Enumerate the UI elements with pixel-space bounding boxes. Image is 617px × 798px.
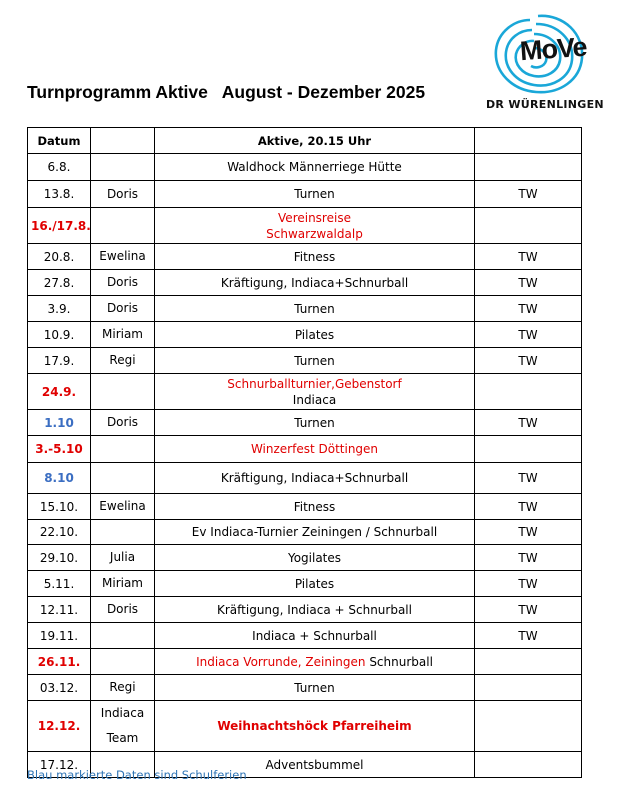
table-row	[28, 181, 582, 208]
leader-cell	[91, 623, 155, 649]
table-row	[28, 244, 582, 270]
activity-text: Turnen	[294, 301, 335, 316]
leader-cell	[91, 436, 155, 463]
activity-suffix: Schnurball	[365, 654, 433, 669]
leader-cell: Doris	[91, 597, 155, 623]
date-cell: 3.9.	[28, 296, 91, 322]
leader-cell: Miriam	[91, 322, 155, 348]
date-cell: 26.11.	[28, 649, 91, 675]
leader-cell: Regi	[91, 675, 155, 701]
schedule-table	[27, 127, 582, 778]
tw-cell	[475, 649, 582, 675]
header-tw	[475, 128, 582, 154]
table-row	[28, 623, 582, 649]
date-cell: 8.10	[28, 463, 91, 494]
activity-text: Indiaca + Schnurball	[252, 628, 377, 643]
activity-text: Yogilates	[287, 550, 342, 565]
header-date: Datum	[28, 128, 91, 154]
tw-cell	[475, 436, 582, 463]
table-row	[28, 410, 582, 436]
table-row	[28, 296, 582, 322]
table-row	[28, 701, 582, 752]
tw-cell	[475, 752, 582, 778]
table-row	[28, 520, 582, 545]
date-cell: 3.-5.10	[28, 436, 91, 463]
leader-cell: Doris	[91, 270, 155, 296]
tw-cell: TW	[475, 545, 582, 571]
activity-cell	[155, 494, 475, 520]
activity-cell	[155, 520, 475, 545]
date-cell: 24.9.	[28, 374, 91, 410]
leader-cell: Miriam	[91, 571, 155, 597]
activity-cell	[155, 571, 475, 597]
holiday-note: Blau markierte Daten sind Schulferien	[27, 768, 247, 782]
activity-text: Kräftigung, Indiaca+Schnurball	[220, 275, 409, 290]
leader-cell: Doris	[91, 410, 155, 436]
activity-cell	[155, 270, 475, 296]
activity-cell	[155, 208, 475, 244]
tw-cell	[475, 675, 582, 701]
activity-cell	[155, 597, 475, 623]
date-cell: 1.10	[28, 410, 91, 436]
activity-text: Turnen	[294, 680, 335, 695]
tw-cell: TW	[475, 410, 582, 436]
activity-text: Weihnachtshöck Pfarreiheim	[217, 719, 412, 733]
date-cell: 10.9.	[28, 322, 91, 348]
activity-text: Fitness	[293, 249, 336, 264]
leader-cell: Indiaca Team	[91, 701, 155, 752]
leader-cell: Doris	[91, 296, 155, 322]
date-cell: 22.10.	[28, 520, 91, 545]
activity-cell	[155, 322, 475, 348]
leader-cell	[91, 520, 155, 545]
table-header-row	[28, 128, 582, 154]
table-row	[28, 322, 582, 348]
date-cell: 03.12.	[28, 675, 91, 701]
activity-cell	[155, 296, 475, 322]
activity-cell	[155, 623, 475, 649]
tw-cell: TW	[475, 571, 582, 597]
activity-cell	[155, 675, 475, 701]
date-cell: 6.8.	[28, 154, 91, 181]
table-row	[28, 463, 582, 494]
activity-text: Fitness	[293, 499, 336, 514]
activity-cell	[155, 410, 475, 436]
activity-text: Pilates	[294, 576, 335, 591]
activity-cell	[155, 244, 475, 270]
activity-text: Indiaca Vorrunde, Zeiningen	[196, 654, 366, 669]
table-row	[28, 649, 582, 675]
leader-cell	[91, 208, 155, 244]
activity-text: Vereinsreise Schwarzwaldalp	[266, 210, 363, 241]
leader-cell	[91, 374, 155, 410]
table-row	[28, 270, 582, 296]
leader-cell	[91, 463, 155, 494]
activity-cell	[155, 436, 475, 463]
tw-cell: TW	[475, 296, 582, 322]
activity-text: Winzerfest Döttingen	[250, 442, 379, 456]
logo-club-name: DR WÜRENLINGEN	[486, 98, 604, 111]
tw-cell	[475, 208, 582, 244]
date-cell: 15.10.	[28, 494, 91, 520]
activity-cell	[155, 463, 475, 494]
activity-text: Pilates	[294, 327, 335, 342]
activity-text: Waldhock Männerriege Hütte	[227, 160, 402, 174]
activity-text: Ev Indiaca-Turnier Zeiningen / Schnurball	[191, 525, 438, 539]
activity-subtext: Indiaca	[292, 392, 337, 407]
activity-cell	[155, 154, 475, 181]
logo-brand: MoVe	[518, 31, 588, 67]
tw-cell: TW	[475, 348, 582, 374]
table-row	[28, 571, 582, 597]
table-row	[28, 348, 582, 374]
date-cell: 17.12.	[28, 752, 91, 778]
date-cell: 12.11.	[28, 597, 91, 623]
tw-cell: TW	[475, 244, 582, 270]
activity-text: Adventsbummel	[265, 757, 364, 772]
activity-cell	[155, 348, 475, 374]
activity-text: Kräftigung, Indiaca+Schnurball	[220, 471, 409, 485]
move-logo	[486, 8, 604, 120]
activity-cell	[155, 181, 475, 208]
date-cell: 20.8.	[28, 244, 91, 270]
date-cell: 12.12.	[28, 701, 91, 752]
leader-cell	[91, 154, 155, 181]
activity-cell	[155, 649, 475, 675]
table-row	[28, 494, 582, 520]
leader-cell	[91, 649, 155, 675]
tw-cell: TW	[475, 181, 582, 208]
tw-cell: TW	[475, 623, 582, 649]
date-cell: 16./17.8.	[28, 208, 91, 244]
activity-cell	[155, 545, 475, 571]
table-row	[28, 208, 582, 244]
table-row	[28, 374, 582, 410]
date-cell: 13.8.	[28, 181, 91, 208]
date-cell: 29.10.	[28, 545, 91, 571]
activity-cell	[155, 374, 475, 410]
leader-cell: Ewelina	[91, 494, 155, 520]
tw-cell: TW	[475, 494, 582, 520]
date-cell: 19.11.	[28, 623, 91, 649]
header-leader	[91, 128, 155, 154]
tw-cell: TW	[475, 463, 582, 494]
tw-cell: TW	[475, 322, 582, 348]
tw-cell	[475, 701, 582, 752]
tw-cell: TW	[475, 270, 582, 296]
activity-cell	[155, 701, 475, 752]
leader-cell: Regi	[91, 348, 155, 374]
table-row	[28, 597, 582, 623]
activity-text: Kräftigung, Indiaca + Schnurball	[217, 602, 412, 617]
leader-cell: Julia	[91, 545, 155, 571]
date-cell: 27.8.	[28, 270, 91, 296]
tw-cell	[475, 154, 582, 181]
header-activity: Aktive, 20.15 Uhr	[155, 128, 475, 154]
date-cell: 17.9.	[28, 348, 91, 374]
table-row	[28, 436, 582, 463]
page-title: Turnprogramm Aktive August - Dezember 2025	[27, 82, 426, 102]
tw-cell	[475, 374, 582, 410]
tw-cell: TW	[475, 597, 582, 623]
table-row	[28, 675, 582, 701]
activity-text: Turnen	[294, 353, 335, 368]
table-row	[28, 154, 582, 181]
leader-cell: Ewelina	[91, 244, 155, 270]
date-cell: 5.11.	[28, 571, 91, 597]
activity-text: Turnen	[294, 187, 335, 201]
activity-text: Turnen	[294, 415, 335, 430]
tw-cell: TW	[475, 520, 582, 545]
leader-cell: Doris	[91, 181, 155, 208]
table-row	[28, 545, 582, 571]
activity-text: Schnurballturnier,Gebenstorf	[227, 376, 402, 391]
